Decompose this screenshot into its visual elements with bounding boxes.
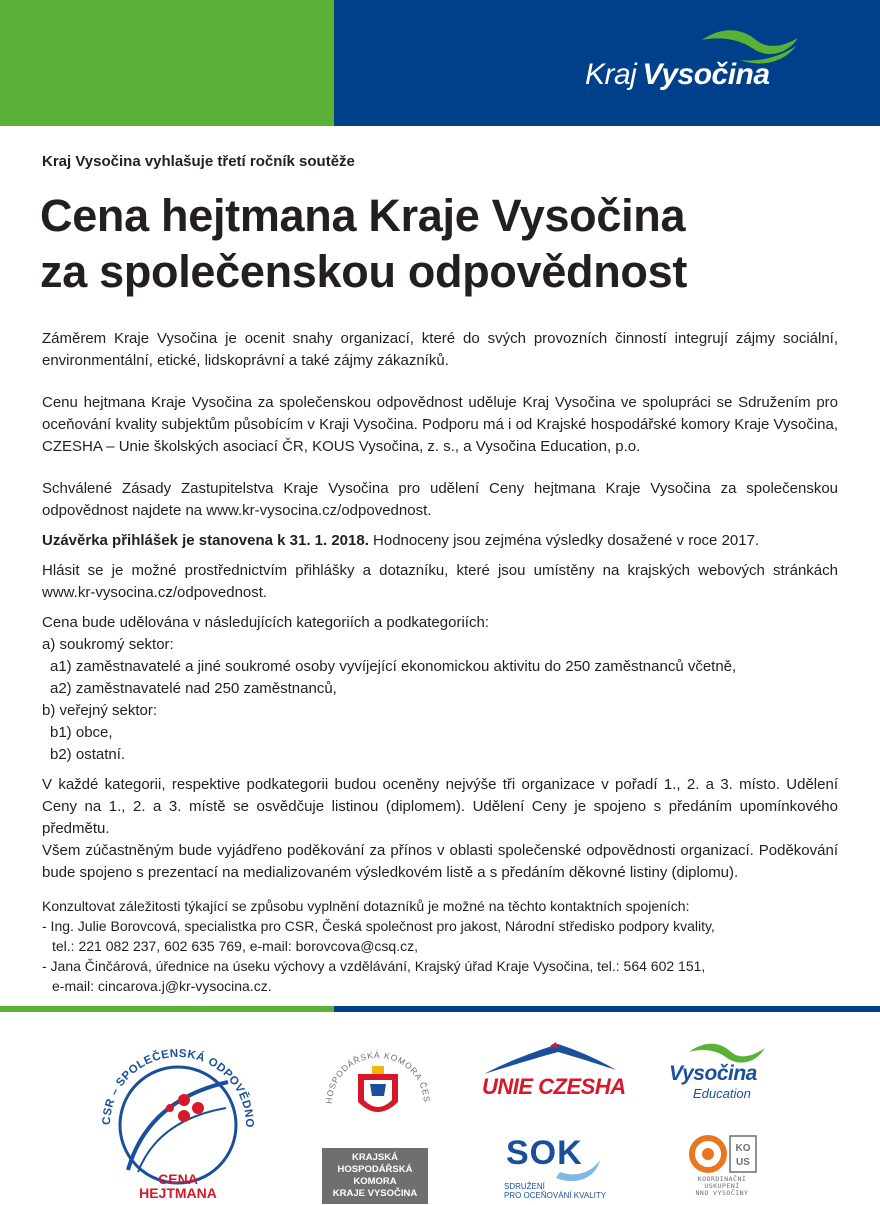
csr-label-2: HEJTMANA [139,1185,217,1200]
header-banner [0,0,880,126]
kous-mark-icon [682,1132,762,1176]
paragraph-thanks: Všem zúčastněným bude vyjádřeno poděkování za přínos v oblasti společenské odpovědnosti organizací. Poděkování bude spojeno s prezentací na medializovaném výsledkovém listě a s předáním děkovné listiny (diplomu). [42,842,838,881]
categories-intro: Cena bude udělována v následujících kategoriích a podkategoriích: [42,614,489,631]
category-a1: a1) zaměstnavatelé a jiné soukromé osoby vyvíjející ekonomickou aktivitu do 250 zaměstnanců včetně, [50,658,737,675]
paragraph-award: Cenu hejtmana Kraje Vysočina za společenskou odpovědnost uděluje Kraj Vysočina ve spolupráci se Sdružením pro oceňování kvality subjektům působícím v Kraji Vysočina. Podporu má i od Krajské hospodářské komory Kraje Vysočina, CZESHA – Unie školských asociací ČR, KOUS Vysočina, z. s., a Vysočina Education, p.o. [42,394,838,455]
kous-subtitle [684,1176,760,1197]
contact-1-line-1: - Ing. Julie Borovcová, specialistka pro CSR, Česká společnost pro jakost, Národní středisko podpory kvality, [42,918,715,934]
category-a2: a2) zaměstnavatelé nad 250 zaměstnanců, [50,680,337,697]
hk-label-3: KOMORA [353,1176,397,1187]
sok-sub-2: PRO OCEŇOVÁNÍ KVALITY [504,1191,607,1200]
intro-line: Kraj Vysočina vyhlašuje třetí ročník soutěže [42,153,355,170]
header-green-band [0,0,334,126]
contact-2-line-1: - Jana Činčárová, úřednice na úseku výchovy a vzdělávání, Krajský úřad Kraje Vysočina, tel.: 564 602 151, [42,958,706,974]
vysocina-education-name: Vysočina [669,1062,757,1085]
hk-ring-text: HOSPODÁŘSKÁ KOMORA ČES [323,1049,433,1105]
hk-label-2: HOSPODÁŘSKÁ [337,1164,413,1175]
czesha-name: UNIE CZESHA [482,1074,626,1099]
csr-seal-icon [88,1030,268,1200]
deadline-bold: Uzávěrka přihlášek je stanovena k 31. 1. 2018. [42,532,369,549]
paragraph-deadline [42,530,838,552]
category-b2: b2) ostatní. [50,746,126,763]
logo-vysocina-text: Vysočina [642,58,770,91]
category-b1: b1) obce, [50,724,113,741]
contact-2-line-2: e-mail: cincarova.j@kr-vysocina.cz. [52,978,272,994]
csr-ring-text: CSR – SPOLEČENSKÁ ODPOVĚDNO [100,1047,256,1129]
hk-label [322,1148,428,1204]
deadline-rest: Hodnoceny jsou zejména výsledky dosažené v roce 2017. [368,532,760,549]
paragraph-aim: Záměrem Kraje Vysočina je ocenit snahy organizací, které do svých provozních činností integrují zájmy sociální, environmentální, etické, lidskoprávní a také zájmy zákazníků. [42,330,838,369]
hk-seal-icon [318,1030,438,1148]
page-title [40,188,687,300]
sok-logo [500,1128,610,1200]
hospodarska-komora-logo [318,1030,438,1200]
vysocina-education-sub: Education [693,1086,751,1101]
kous-sub-1: KOORDINAČNÍ [697,1175,747,1183]
body-content [42,328,838,996]
svg-text:CSR – SPOLEČENSKÁ ODPOVĚDNOST [88,1030,255,1128]
kous-sub-2: USKUPENÍ [704,1182,740,1190]
paragraph-application: Hlásit se je možné prostřednictvím přihlášky a dotazníku, které jsou umístěny na krajských webových stránkách www.kr-vysocina.cz/odpovednost. [42,562,838,601]
footer-divider [0,1006,880,1012]
sok-subtitle [504,1182,606,1200]
kous-logo [682,1132,762,1200]
csr-label-1: CENA [158,1171,198,1187]
kraj-vysocina-logo [585,58,770,92]
contact-1-line-2: tel.: 221 082 237, 602 635 769, e-mail: borovcova@csq.cz, [52,938,418,954]
kous-name-top: KO [735,1143,751,1154]
paragraph-rules: Schválené Zásady Zastupitelstva Kraje Vysočina pro udělení Ceny hejtmana Kraje Vysočina za společenskou odpovědnost najdete na www.kr-vysocina.cz/odpovednost. [42,480,838,519]
title-line-1: Cena hejtmana Kraje Vysočina [40,190,686,241]
contact-intro: Konzultovat záležitosti týkající se způsobu vyplnění dotazníků je možné na těchto kontaktních spojeních: [42,898,690,914]
title-line-2: za společenskou odpovědnost [40,246,688,297]
hk-label-4: KRAJE VYSOČINA [332,1188,418,1199]
category-a: a) soukromý sektor: [42,636,174,653]
footer-blue-band [334,1006,880,1012]
vysocina-education-logo [665,1040,780,1110]
paragraph-placements: V každé kategorii, respektive podkategorii budou oceněny nejvýše tři organizace v pořadí 1., 2. a 3. místo. Udělení Ceny na 1., 2. a 3. místě se osvědčuje listinou (diplomem). Udělení Ceny je spojeno s předáním upomínkového předmětu. [42,776,838,837]
categories-list [42,612,838,766]
sok-sub-1: SDRUŽENÍ [504,1182,545,1191]
csr-award-logo [88,1030,268,1200]
logo-kraj-text: Kraj [585,58,637,91]
contact-block [42,896,838,996]
hk-label-1: KRAJSKÁ [352,1152,398,1163]
czesha-logo [480,1040,626,1110]
footer-green-band [0,1006,334,1012]
sok-name: SOK [506,1134,583,1172]
category-b: b) veřejný sektor: [42,702,158,719]
kous-name-bottom: US [736,1157,750,1168]
kous-sub-3: NNO VYSOČINY [695,1189,749,1197]
